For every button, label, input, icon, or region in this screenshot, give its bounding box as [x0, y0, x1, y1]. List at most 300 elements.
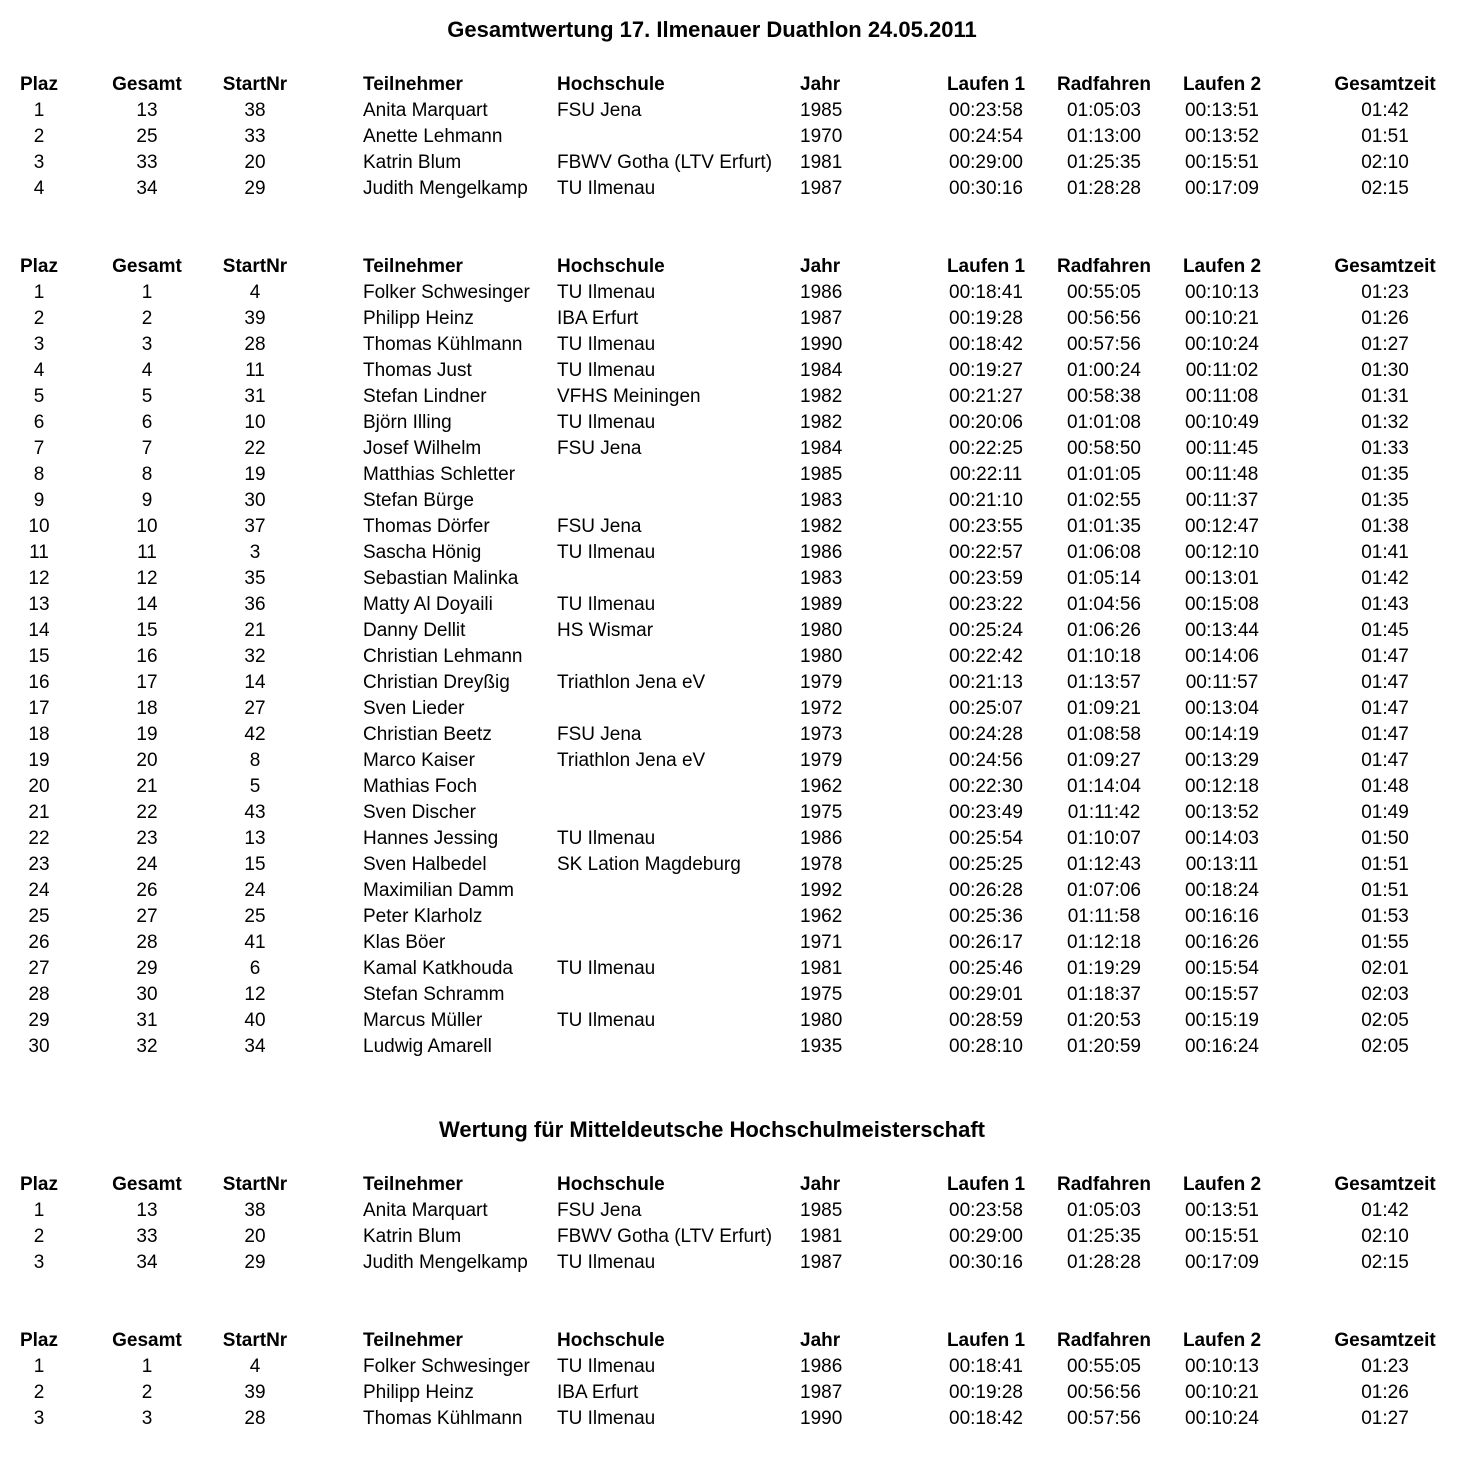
- cell-start-number: 32: [244, 646, 266, 667]
- table-row: [0, 1198, 1464, 1224]
- cell-run2: 00:15:54: [1185, 958, 1259, 979]
- cell-year: 1975: [800, 802, 843, 823]
- cell-overall: 22: [136, 802, 158, 823]
- cell-bike: 01:28:28: [1067, 1252, 1141, 1273]
- cell-participant: Thomas Dörfer: [363, 516, 490, 537]
- cell-bike: 00:57:56: [1067, 334, 1141, 355]
- table-row: [0, 1224, 1464, 1250]
- cell-year: 1975: [800, 984, 843, 1005]
- cell-place: 10: [28, 516, 50, 537]
- cell-participant: Katrin Blum: [363, 1226, 462, 1247]
- cell-place: 21: [28, 802, 50, 823]
- cell-overall: 1: [141, 1356, 153, 1377]
- cell-start-number: 30: [244, 490, 266, 511]
- cell-overall: 17: [136, 672, 158, 693]
- cell-run1: 00:24:54: [949, 126, 1023, 147]
- cell-year: 1987: [800, 178, 843, 199]
- cell-run2: 00:10:13: [1185, 1356, 1259, 1377]
- cell-university: TU Ilmenau: [557, 958, 656, 979]
- cell-run1: 00:28:59: [949, 1010, 1023, 1031]
- cell-total-time: 01:42: [1361, 100, 1409, 121]
- cell-run1: 00:23:58: [949, 1200, 1023, 1221]
- cell-run1: 00:30:16: [949, 1252, 1023, 1273]
- cell-run2: 00:16:16: [1185, 906, 1259, 927]
- cell-bike: 01:13:00: [1067, 126, 1141, 147]
- column-header-university: Hochschule: [557, 1174, 665, 1195]
- cell-overall: 27: [136, 906, 158, 927]
- cell-university: TU Ilmenau: [557, 412, 656, 433]
- cell-bike: 01:06:08: [1067, 542, 1141, 563]
- cell-run2: 00:13:04: [1185, 698, 1259, 719]
- cell-place: 19: [28, 750, 50, 771]
- cell-run2: 00:13:44: [1185, 620, 1259, 641]
- cell-total-time: 01:35: [1361, 490, 1409, 511]
- cell-run1: 00:23:22: [949, 594, 1023, 615]
- cell-overall: 3: [141, 334, 153, 355]
- column-header-bike: Radfahren: [1057, 256, 1151, 277]
- cell-year: 1982: [800, 412, 843, 433]
- cell-run1: 00:25:54: [949, 828, 1023, 849]
- cell-start-number: 41: [244, 932, 266, 953]
- cell-start-number: 3: [249, 542, 261, 563]
- cell-participant: Philipp Heinz: [363, 308, 474, 329]
- cell-year: 1987: [800, 1382, 843, 1403]
- cell-bike: 01:25:35: [1067, 152, 1141, 173]
- cell-place: 28: [28, 984, 50, 1005]
- column-header-run2: Laufen 2: [1182, 1174, 1262, 1195]
- cell-total-time: 02:03: [1361, 984, 1409, 1005]
- cell-start-number: 21: [244, 620, 266, 641]
- cell-place: 2: [33, 308, 45, 329]
- cell-place: 14: [28, 620, 50, 641]
- cell-university: FBWV Gotha (LTV Erfurt): [557, 152, 773, 173]
- cell-start-number: 4: [249, 1356, 261, 1377]
- cell-overall: 12: [136, 568, 158, 589]
- cell-university: FSU Jena: [557, 438, 642, 459]
- cell-year: 1935: [800, 1036, 843, 1057]
- cell-year: 1992: [800, 880, 843, 901]
- cell-university: TU Ilmenau: [557, 178, 656, 199]
- cell-place: 1: [33, 100, 45, 121]
- cell-total-time: 02:01: [1361, 958, 1409, 979]
- cell-run2: 00:10:24: [1185, 1408, 1259, 1429]
- cell-year: 1981: [800, 958, 843, 979]
- cell-overall: 23: [136, 828, 158, 849]
- cell-year: 1984: [800, 360, 843, 381]
- cell-start-number: 10: [244, 412, 266, 433]
- cell-year: 1978: [800, 854, 843, 875]
- cell-place: 3: [33, 334, 45, 355]
- cell-overall: 21: [136, 776, 158, 797]
- cell-place: 2: [33, 126, 45, 147]
- table-row: [0, 332, 1464, 358]
- cell-year: 1986: [800, 828, 843, 849]
- table-row: [0, 1008, 1464, 1034]
- cell-total-time: 01:26: [1361, 1382, 1409, 1403]
- cell-overall: 33: [136, 1226, 158, 1247]
- cell-place: 23: [28, 854, 50, 875]
- cell-year: 1990: [800, 1408, 843, 1429]
- cell-run1: 00:28:10: [949, 1036, 1023, 1057]
- cell-bike: 01:08:58: [1067, 724, 1141, 745]
- column-header-year: Jahr: [800, 74, 841, 95]
- cell-total-time: 01:27: [1361, 334, 1409, 355]
- cell-start-number: 29: [244, 178, 266, 199]
- table-row: [0, 1034, 1464, 1060]
- cell-bike: 01:04:56: [1067, 594, 1141, 615]
- cell-participant: Christian Lehmann: [363, 646, 523, 667]
- cell-start-number: 11: [245, 360, 265, 381]
- cell-run2: 00:13:52: [1185, 802, 1259, 823]
- cell-start-number: 14: [244, 672, 266, 693]
- cell-place: 1: [33, 1356, 45, 1377]
- cell-participant: Ludwig Amarell: [363, 1036, 492, 1057]
- column-header-run2: Laufen 2: [1182, 256, 1262, 277]
- cell-overall: 6: [141, 412, 153, 433]
- cell-bike: 01:13:57: [1067, 672, 1141, 693]
- cell-place: 13: [28, 594, 50, 615]
- cell-university: TU Ilmenau: [557, 594, 656, 615]
- cell-run1: 00:22:11: [949, 464, 1023, 485]
- cell-start-number: 43: [244, 802, 266, 823]
- column-header-overall: Gesamt: [112, 1330, 182, 1351]
- cell-start-number: 8: [249, 750, 261, 771]
- cell-university: TU Ilmenau: [557, 1252, 656, 1273]
- table-row: [0, 98, 1464, 124]
- cell-participant: Thomas Kühlmann: [363, 1408, 523, 1429]
- cell-place: 16: [28, 672, 50, 693]
- cell-start-number: 5: [249, 776, 261, 797]
- cell-participant: Sven Halbedel: [363, 854, 487, 875]
- column-header-run1: Laufen 1: [946, 1174, 1026, 1195]
- cell-total-time: 01:27: [1361, 1408, 1409, 1429]
- cell-total-time: 02:05: [1361, 1010, 1409, 1031]
- cell-overall: 11: [137, 542, 157, 563]
- cell-bike: 01:05:14: [1067, 568, 1141, 589]
- cell-run1: 00:18:42: [949, 1408, 1023, 1429]
- column-header-overall: Gesamt: [112, 74, 182, 95]
- cell-total-time: 01:51: [1361, 126, 1409, 147]
- table-row: [0, 436, 1464, 462]
- cell-overall: 34: [136, 178, 158, 199]
- cell-participant: Thomas Just: [363, 360, 472, 381]
- table-row: [0, 176, 1464, 202]
- cell-overall: 4: [141, 360, 153, 381]
- cell-year: 1984: [800, 438, 843, 459]
- cell-year: 1970: [800, 126, 843, 147]
- cell-run2: 00:11:48: [1185, 464, 1259, 485]
- cell-start-number: 20: [244, 1226, 266, 1247]
- cell-participant: Mathias Foch: [363, 776, 478, 797]
- cell-run1: 00:29:00: [949, 152, 1023, 173]
- column-header-university: Hochschule: [557, 256, 665, 277]
- cell-participant: Björn Illing: [363, 412, 452, 433]
- cell-start-number: 38: [244, 100, 266, 121]
- cell-participant: Kamal Katkhouda: [363, 958, 513, 979]
- cell-total-time: 01:49: [1361, 802, 1409, 823]
- cell-year: 1982: [800, 386, 843, 407]
- cell-run2: 00:12:18: [1185, 776, 1259, 797]
- table-row: [0, 878, 1464, 904]
- cell-bike: 01:12:18: [1067, 932, 1141, 953]
- cell-start-number: 6: [249, 958, 261, 979]
- cell-year: 1973: [800, 724, 843, 745]
- cell-run1: 00:22:25: [949, 438, 1023, 459]
- cell-total-time: 01:47: [1361, 698, 1409, 719]
- column-header-participant: Teilnehmer: [363, 74, 463, 95]
- table-row: [0, 410, 1464, 436]
- cell-participant: Christian Dreyßig: [363, 672, 510, 693]
- cell-overall: 13: [136, 100, 158, 121]
- cell-run1: 00:18:42: [949, 334, 1023, 355]
- table-row: [0, 566, 1464, 592]
- cell-total-time: 02:05: [1361, 1036, 1409, 1057]
- cell-run2: 00:11:08: [1185, 386, 1259, 407]
- cell-total-time: 01:50: [1361, 828, 1409, 849]
- cell-overall: 13: [136, 1200, 158, 1221]
- table-row: [0, 150, 1464, 176]
- column-header-total-time: Gesamtzeit: [1334, 1174, 1436, 1195]
- table-row: [0, 956, 1464, 982]
- cell-run2: 00:13:11: [1185, 854, 1259, 875]
- column-header-run2: Laufen 2: [1182, 74, 1262, 95]
- cell-place: 18: [28, 724, 50, 745]
- cell-participant: Maximilian Damm: [363, 880, 514, 901]
- cell-run1: 00:21:10: [949, 490, 1023, 511]
- cell-bike: 01:20:59: [1067, 1036, 1141, 1057]
- cell-total-time: 01:47: [1361, 750, 1409, 771]
- cell-year: 1981: [800, 152, 843, 173]
- cell-overall: 8: [141, 464, 153, 485]
- cell-total-time: 01:48: [1361, 776, 1409, 797]
- cell-overall: 32: [136, 1036, 158, 1057]
- cell-run1: 00:18:41: [949, 1356, 1023, 1377]
- cell-participant: Sven Discher: [363, 802, 476, 823]
- cell-year: 1983: [800, 568, 843, 589]
- cell-participant: Judith Mengelkamp: [363, 178, 528, 199]
- cell-total-time: 01:31: [1361, 386, 1409, 407]
- cell-run2: 00:15:08: [1185, 594, 1259, 615]
- cell-run1: 00:25:25: [949, 854, 1023, 875]
- cell-place: 30: [28, 1036, 50, 1057]
- cell-run2: 00:15:57: [1185, 984, 1259, 1005]
- cell-bike: 01:11:58: [1067, 906, 1141, 927]
- cell-run2: 00:13:01: [1185, 568, 1259, 589]
- cell-overall: 25: [136, 126, 158, 147]
- cell-total-time: 01:23: [1361, 282, 1409, 303]
- cell-overall: 15: [136, 620, 158, 641]
- cell-overall: 2: [141, 308, 153, 329]
- cell-run2: 00:11:02: [1185, 360, 1259, 381]
- cell-place: 1: [33, 1200, 45, 1221]
- cell-year: 1971: [800, 932, 843, 953]
- cell-overall: 16: [136, 646, 158, 667]
- column-header-participant: Teilnehmer: [363, 1174, 463, 1195]
- cell-total-time: 01:41: [1361, 542, 1409, 563]
- cell-start-number: 31: [244, 386, 266, 407]
- table-row: [0, 124, 1464, 150]
- cell-run1: 00:30:16: [949, 178, 1023, 199]
- cell-bike: 00:58:50: [1067, 438, 1141, 459]
- cell-year: 1972: [800, 698, 843, 719]
- cell-university: FSU Jena: [557, 516, 642, 537]
- cell-year: 1986: [800, 1356, 843, 1377]
- cell-run2: 00:18:24: [1185, 880, 1259, 901]
- header-row: [0, 72, 1464, 98]
- cell-run2: 00:16:26: [1185, 932, 1259, 953]
- cell-run2: 00:13:29: [1185, 750, 1259, 771]
- cell-bike: 00:55:05: [1067, 282, 1141, 303]
- cell-overall: 2: [141, 1382, 153, 1403]
- cell-run2: 00:17:09: [1185, 178, 1259, 199]
- cell-run1: 00:23:59: [949, 568, 1023, 589]
- cell-year: 1980: [800, 1010, 843, 1031]
- cell-participant: Peter Klarholz: [363, 906, 483, 927]
- cell-participant: Christian Beetz: [363, 724, 492, 745]
- cell-bike: 01:20:53: [1067, 1010, 1141, 1031]
- cell-year: 1986: [800, 542, 843, 563]
- cell-run2: 00:13:51: [1185, 1200, 1259, 1221]
- table-row: [0, 280, 1464, 306]
- cell-total-time: 02:10: [1361, 152, 1409, 173]
- cell-run2: 00:10:13: [1185, 282, 1259, 303]
- cell-year: 1983: [800, 490, 843, 511]
- table-row: [0, 852, 1464, 878]
- cell-university: TU Ilmenau: [557, 334, 656, 355]
- cell-bike: 01:01:08: [1067, 412, 1141, 433]
- column-header-university: Hochschule: [557, 1330, 665, 1351]
- cell-participant: Thomas Kühlmann: [363, 334, 523, 355]
- column-header-year: Jahr: [800, 256, 841, 277]
- column-header-total-time: Gesamtzeit: [1334, 1330, 1436, 1351]
- cell-run2: 00:12:47: [1185, 516, 1259, 537]
- column-header-place: Plaz: [19, 1330, 59, 1351]
- cell-overall: 1: [141, 282, 153, 303]
- cell-university: SK Lation Magdeburg: [557, 854, 741, 875]
- cell-university: TU Ilmenau: [557, 360, 656, 381]
- cell-university: IBA Erfurt: [557, 308, 639, 329]
- cell-run1: 00:24:28: [949, 724, 1023, 745]
- cell-place: 24: [28, 880, 50, 901]
- cell-start-number: 19: [244, 464, 266, 485]
- cell-run1: 00:23:55: [949, 516, 1023, 537]
- cell-run1: 00:25:46: [949, 958, 1023, 979]
- cell-run1: 00:26:28: [949, 880, 1023, 901]
- cell-run1: 00:26:17: [949, 932, 1023, 953]
- cell-run1: 00:19:28: [949, 1382, 1023, 1403]
- cell-place: 4: [33, 178, 45, 199]
- column-header-run1: Laufen 1: [946, 1330, 1026, 1351]
- cell-place: 12: [28, 568, 50, 589]
- cell-start-number: 38: [244, 1200, 266, 1221]
- cell-run2: 00:11:37: [1185, 490, 1259, 511]
- cell-year: 1981: [800, 1226, 843, 1247]
- cell-start-number: 28: [244, 334, 266, 355]
- cell-total-time: 01:32: [1361, 412, 1409, 433]
- cell-participant: Judith Mengelkamp: [363, 1252, 528, 1273]
- cell-year: 1962: [800, 906, 843, 927]
- header-row: [0, 254, 1464, 280]
- table-row: [0, 540, 1464, 566]
- cell-run2: 00:15:51: [1185, 152, 1259, 173]
- section-title-mdhm: Wertung für Mitteldeutsche Hochschulmeisterschaft: [438, 1117, 985, 1142]
- cell-total-time: 01:30: [1361, 360, 1409, 381]
- column-header-place: Plaz: [19, 256, 59, 277]
- cell-place: 5: [33, 386, 45, 407]
- cell-participant: Stefan Bürge: [363, 490, 474, 511]
- cell-total-time: 01:51: [1361, 854, 1409, 875]
- column-header-year: Jahr: [800, 1174, 841, 1195]
- cell-bike: 01:28:28: [1067, 178, 1141, 199]
- cell-overall: 31: [136, 1010, 158, 1031]
- cell-bike: 01:18:37: [1067, 984, 1141, 1005]
- table-row: [0, 1406, 1464, 1432]
- column-header-total-time: Gesamtzeit: [1334, 256, 1436, 277]
- cell-overall: 29: [136, 958, 158, 979]
- header-row: [0, 1328, 1464, 1354]
- cell-overall: 24: [136, 854, 158, 875]
- cell-participant: Katrin Blum: [363, 152, 462, 173]
- cell-start-number: 13: [244, 828, 266, 849]
- cell-start-number: 22: [244, 438, 266, 459]
- cell-bike: 01:01:35: [1067, 516, 1141, 537]
- cell-university: FSU Jena: [557, 100, 642, 121]
- results-table-women: [0, 72, 1464, 202]
- results-table-men: [0, 254, 1464, 1060]
- column-header-run2: Laufen 2: [1182, 1330, 1262, 1351]
- cell-run1: 00:25:07: [949, 698, 1023, 719]
- cell-participant: Folker Schwesinger: [363, 1356, 530, 1377]
- cell-bike: 01:05:03: [1067, 100, 1141, 121]
- column-header-start-number: StartNr: [222, 74, 288, 95]
- cell-place: 2: [33, 1382, 45, 1403]
- cell-run2: 00:11:45: [1185, 438, 1259, 459]
- cell-university: FSU Jena: [557, 724, 642, 745]
- table-row: [0, 1250, 1464, 1276]
- cell-year: 1985: [800, 1200, 843, 1221]
- table-row: [0, 670, 1464, 696]
- cell-run1: 00:23:49: [949, 802, 1023, 823]
- cell-bike: 01:12:43: [1067, 854, 1141, 875]
- cell-run2: 00:13:52: [1185, 126, 1259, 147]
- cell-participant: Sascha Hönig: [363, 542, 482, 563]
- cell-total-time: 02:15: [1361, 1252, 1409, 1273]
- cell-start-number: 28: [244, 1408, 266, 1429]
- column-header-bike: Radfahren: [1057, 1330, 1151, 1351]
- cell-year: 1979: [800, 672, 843, 693]
- cell-start-number: 42: [244, 724, 266, 745]
- table-row: [0, 722, 1464, 748]
- cell-participant: Philipp Heinz: [363, 1382, 474, 1403]
- column-header-total-time: Gesamtzeit: [1334, 74, 1436, 95]
- cell-university: Triathlon Jena eV: [557, 750, 706, 771]
- table-row: [0, 488, 1464, 514]
- cell-place: 15: [28, 646, 50, 667]
- cell-start-number: 40: [244, 1010, 266, 1031]
- cell-year: 1962: [800, 776, 843, 797]
- cell-run2: 00:10:21: [1185, 1382, 1259, 1403]
- cell-university: VFHS Meiningen: [557, 386, 701, 407]
- cell-participant: Anita Marquart: [363, 1200, 488, 1221]
- cell-place: 27: [28, 958, 50, 979]
- cell-university: TU Ilmenau: [557, 1356, 656, 1377]
- cell-year: 1989: [800, 594, 843, 615]
- cell-run1: 00:19:28: [949, 308, 1023, 329]
- cell-bike: 01:00:24: [1067, 360, 1141, 381]
- cell-place: 22: [28, 828, 50, 849]
- cell-year: 1985: [800, 464, 843, 485]
- cell-run2: 00:11:57: [1185, 672, 1259, 693]
